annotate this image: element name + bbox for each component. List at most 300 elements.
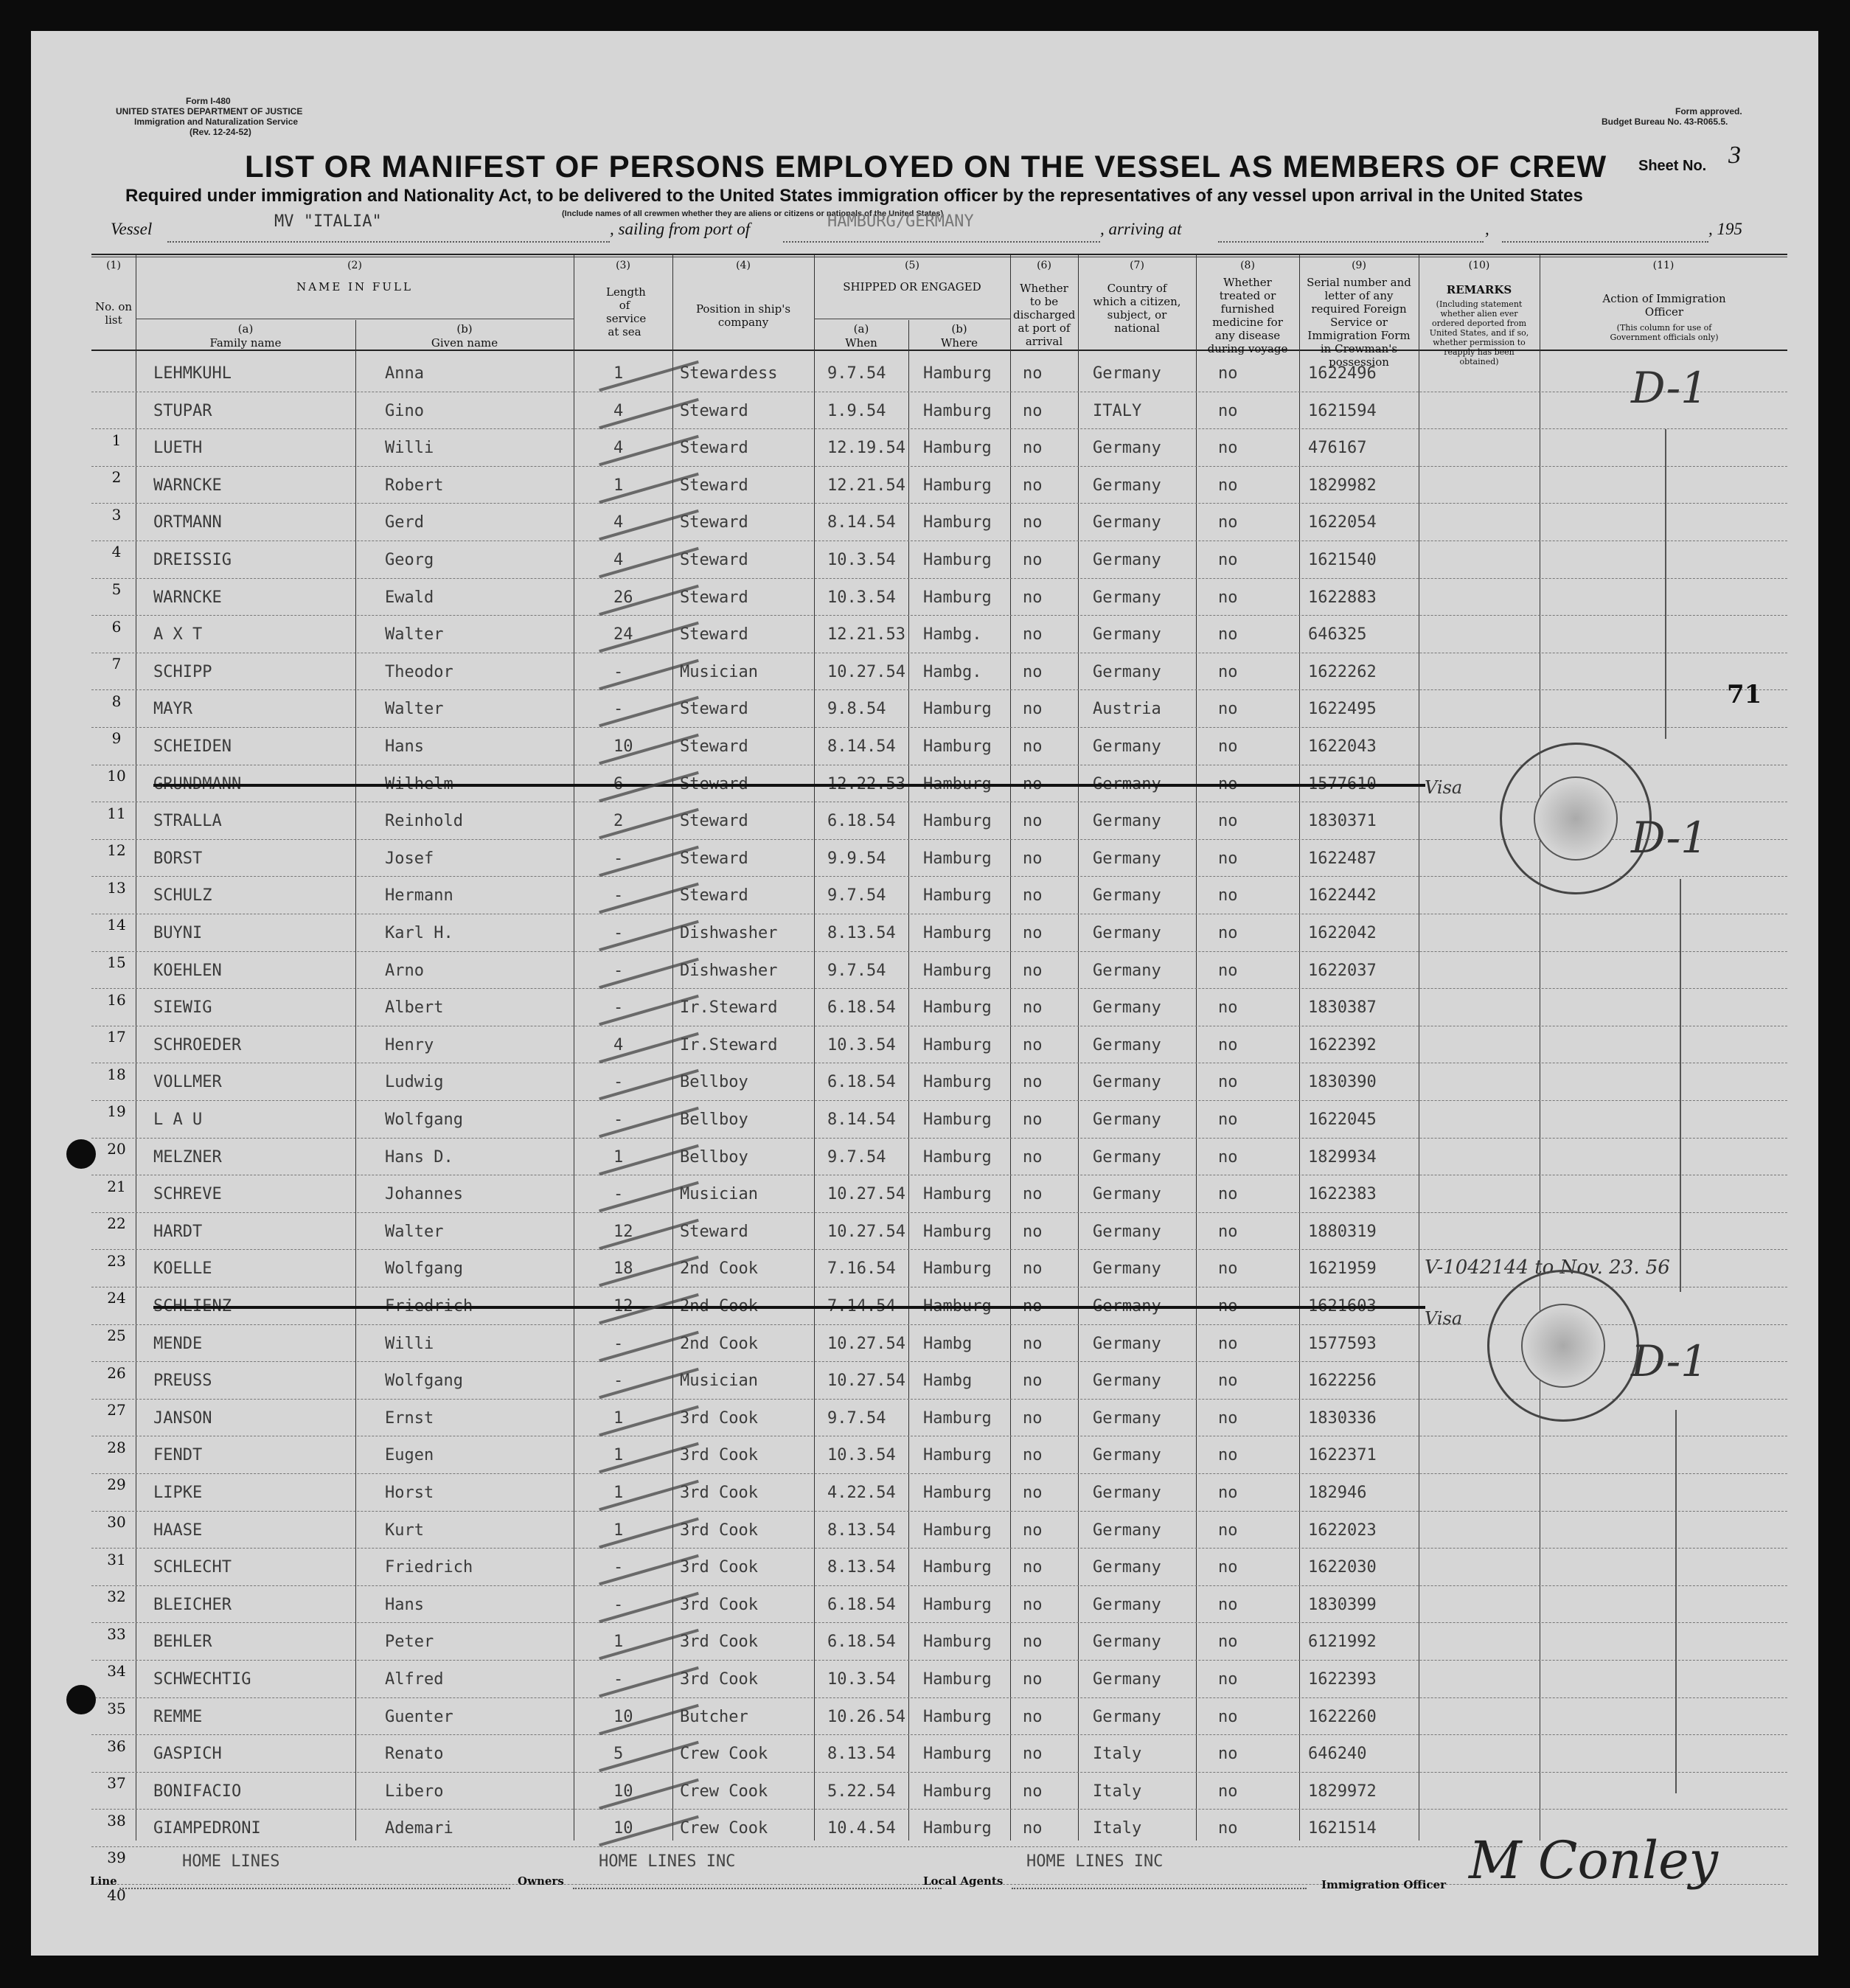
family-cell: LEHMKUHL (153, 364, 232, 383)
family-cell: REMME (153, 1707, 203, 1726)
binder-hole (66, 1685, 96, 1714)
treated-cell: no (1218, 551, 1238, 569)
where-cell: Hamburg (923, 1782, 992, 1801)
given-name-header: Given name (431, 336, 498, 350)
position-cell: Crew Cook (680, 1745, 768, 1764)
row-rule (91, 1585, 1787, 1586)
discharged-cell: no (1023, 1408, 1043, 1428)
position-cell: Bellboy (680, 1073, 748, 1092)
consulate-seal-stamp (1500, 743, 1652, 894)
col-line-6 (1078, 255, 1079, 1841)
col-line-7 (1196, 255, 1197, 1841)
position-cell: Musician (680, 1185, 758, 1204)
position-cell: 3rd Cook (680, 1670, 758, 1689)
family-cell: MENDE (153, 1334, 203, 1353)
given-cell: Ademari (385, 1819, 453, 1838)
discharged-cell: no (1023, 1185, 1043, 1204)
discharged-cell: no (1023, 737, 1043, 756)
treated-cell: no (1218, 1782, 1238, 1801)
length-cell: 10 (613, 1819, 633, 1838)
where-cell: Hambg (923, 1334, 973, 1353)
col3-number: (3) (616, 260, 630, 271)
position-cell: Crew Cook (680, 1819, 768, 1838)
officer-signature: M Conley (1469, 1830, 1719, 1891)
serial-cell: 1829982 (1308, 476, 1377, 495)
discharged-cell: no (1023, 401, 1043, 420)
country-cell: Germany (1093, 625, 1161, 644)
serial-cell: 1880319 (1308, 1222, 1377, 1241)
given-cell: Horst (385, 1484, 434, 1502)
given-cell: Friedrich (385, 1558, 473, 1577)
where-cell: Hamburg (923, 886, 992, 906)
discharged-cell: no (1023, 849, 1043, 868)
serial-cell: 1622042 (1308, 924, 1377, 942)
serial-cell: 1577593 (1308, 1334, 1377, 1353)
country-cell: Germany (1093, 364, 1161, 383)
page-subtitle: Required under immigration and Nationality Act, to be delivered to the United States immigration officer by the representatives of any vessel upon arrival in the United States (125, 186, 1583, 206)
given-cell: Peter (385, 1633, 434, 1652)
row-number: 27 (107, 1401, 126, 1419)
when-cell: 8.13.54 (827, 1520, 896, 1540)
length-cell: 5 (613, 1745, 624, 1764)
local-agents-value: HOME LINES INC (1026, 1852, 1164, 1871)
country-cell: Germany (1093, 1707, 1161, 1726)
serial-cell: 1622037 (1308, 961, 1377, 980)
row-number: 9 (111, 729, 122, 748)
family-cell: A X T (153, 625, 203, 644)
family-cell: WARNCKE (153, 476, 222, 495)
officer-bracket-1 (1665, 429, 1666, 739)
row-number: 10 (107, 767, 126, 785)
position-cell: 2nd Cook (680, 1259, 758, 1279)
discharged-cell: no (1023, 1372, 1043, 1391)
given-cell: Arno (385, 961, 424, 980)
treated-cell: no (1218, 1745, 1238, 1764)
length-header: Length of service at sea (606, 285, 647, 338)
consulate-seal-stamp-2 (1487, 1270, 1639, 1422)
where-cell: Hamburg (923, 401, 992, 420)
year-label: , 195 (1708, 220, 1742, 238)
position-cell: Steward (680, 886, 748, 906)
position-cell: Steward (680, 700, 748, 719)
discharged-cell: no (1023, 1446, 1043, 1465)
when-cell: 12.21.53 (827, 625, 905, 644)
where-cell: Hamburg (923, 1185, 992, 1204)
sailing-port: HAMBURG/GERMANY (827, 212, 974, 231)
country-cell: Germany (1093, 1558, 1161, 1577)
where-cell: Hamburg (923, 1633, 992, 1652)
length-cell: - (613, 1372, 624, 1391)
when-cell: 10.3.54 (827, 588, 896, 607)
length-cell: 4 (613, 551, 624, 569)
row-number: 31 (107, 1550, 126, 1568)
sheet-number: 3 (1728, 142, 1741, 169)
family-cell: MAYR (153, 700, 192, 719)
where-cell: Hamburg (923, 1484, 992, 1502)
family-cell: SCHLECHT (153, 1558, 232, 1577)
family-cell: SCHIPP (153, 662, 212, 681)
row-rule (91, 1473, 1787, 1474)
position-cell: Steward (680, 476, 748, 495)
serial-cell: 476167 (1308, 439, 1367, 458)
sailing-dotline (783, 241, 1100, 243)
country-cell: Germany (1093, 1259, 1161, 1279)
treated-cell: no (1218, 476, 1238, 495)
discharged-cell: no (1023, 924, 1043, 942)
where-cell: Hamburg (923, 700, 992, 719)
country-cell: ITALY (1093, 401, 1142, 420)
when-cell: 10.27.54 (827, 1372, 905, 1391)
country-header: Country of which a citizen, subject, or national (1093, 282, 1181, 335)
length-cell: 18 (613, 1259, 633, 1279)
when-cell: 9.9.54 (827, 849, 886, 868)
family-cell: SCHEIDEN (153, 737, 232, 756)
row-rule (91, 1249, 1787, 1250)
row-rule (91, 1100, 1787, 1101)
position-cell: 3rd Cook (680, 1484, 758, 1502)
when-cell: 10.4.54 (827, 1819, 896, 1838)
serial-cell: 1622256 (1308, 1372, 1377, 1391)
length-cell: 1 (613, 1633, 624, 1652)
row-rule (91, 1548, 1787, 1549)
treated-cell: no (1218, 849, 1238, 868)
length-cell: 2 (613, 812, 624, 831)
when-cell: 8.13.54 (827, 1745, 896, 1764)
length-cell: - (613, 700, 624, 719)
serial-cell: 1622495 (1308, 700, 1377, 719)
country-cell: Germany (1093, 1222, 1161, 1241)
country-cell: Germany (1093, 1185, 1161, 1204)
where-cell: Hamburg (923, 924, 992, 942)
length-cell: 1 (613, 364, 624, 383)
serial-cell: 1622043 (1308, 737, 1377, 756)
row-number: 1 (111, 431, 122, 449)
row-rule (91, 727, 1787, 728)
given-cell: Ernst (385, 1408, 434, 1428)
serial-cell: 1622371 (1308, 1446, 1377, 1465)
row-number: 22 (107, 1214, 126, 1233)
discharged-cell: no (1023, 513, 1043, 532)
col2a-number: (a) (237, 322, 254, 336)
row-number: 11 (107, 804, 126, 822)
date-dotline (1502, 241, 1708, 243)
treated-cell: no (1218, 1073, 1238, 1092)
family-cell: ORTMANN (153, 513, 222, 532)
where-cell: Hamburg (923, 364, 992, 383)
family-cell: JANSON (153, 1408, 212, 1428)
length-cell: 26 (613, 588, 633, 607)
position-cell: Butcher (680, 1707, 748, 1726)
budget-bureau-no: Budget Bureau No. 43-R065.5. (1602, 117, 1728, 127)
family-cell: DREISSIG (153, 551, 232, 569)
when-cell: 10.27.54 (827, 1334, 905, 1353)
given-cell: Ludwig (385, 1073, 444, 1092)
visa-remark-2: Visa (1425, 1308, 1463, 1329)
given-cell: Hans (385, 1595, 424, 1614)
treated-cell: no (1218, 1670, 1238, 1689)
treated-cell: no (1218, 588, 1238, 607)
position-cell: Steward (680, 1222, 748, 1241)
discharged-cell: no (1023, 1147, 1043, 1167)
where-cell: Hamburg (923, 1147, 992, 1167)
where-cell: Hambg. (923, 662, 982, 681)
country-cell: Germany (1093, 924, 1161, 942)
family-cell: KOELLE (153, 1259, 212, 1279)
col8-number: (8) (1240, 260, 1255, 271)
row-number: 5 (111, 580, 122, 598)
family-cell: SCHREVE (153, 1185, 222, 1204)
family-cell: WARNCKE (153, 588, 222, 607)
treated-cell: no (1218, 1111, 1238, 1129)
length-cell: - (613, 662, 624, 681)
length-cell: - (613, 849, 624, 868)
where-cell: Hamburg (923, 1670, 992, 1689)
position-cell: Steward (680, 439, 748, 458)
row-number: 19 (107, 1102, 126, 1121)
when-cell: 7.16.54 (827, 1259, 896, 1279)
length-cell: 12 (613, 1222, 633, 1241)
officer-bracket-2 (1680, 879, 1681, 1292)
position-cell: 3rd Cook (680, 1446, 758, 1465)
local-agents-label: Local Agents (923, 1874, 1004, 1888)
where-cell: Hamburg (923, 1819, 992, 1838)
position-cell: Steward (680, 513, 748, 532)
family-cell: BLEICHER (153, 1595, 232, 1614)
where-cell: Hamburg (923, 1707, 992, 1726)
remark-cell: V-1042144 to Nov. 23. 56 (1425, 1257, 1670, 1279)
length-cell: 1 (613, 1520, 624, 1540)
col5b-number: (b) (951, 322, 967, 336)
row-number: 28 (107, 1438, 126, 1456)
serial-cell: 1622883 (1308, 588, 1377, 607)
discharged-cell: no (1023, 1073, 1043, 1092)
row-rule (91, 988, 1787, 989)
serial-cell: 1622442 (1308, 886, 1377, 906)
country-cell: Germany (1093, 1446, 1161, 1465)
given-cell: Hans D. (385, 1147, 453, 1167)
treated-cell: no (1218, 1595, 1238, 1614)
position-cell: Steward (680, 401, 748, 420)
country-cell: Germany (1093, 1073, 1161, 1092)
where-cell: Hamburg (923, 1222, 992, 1241)
row-number: 3 (111, 505, 122, 524)
position-cell: Crew Cook (680, 1782, 768, 1801)
col11-number: (11) (1652, 260, 1675, 271)
shipped-header: SHIPPED OR ENGAGED (843, 280, 981, 293)
where-cell: Hamburg (923, 1111, 992, 1129)
when-cell: 6.18.54 (827, 998, 896, 1018)
length-cell: - (613, 1073, 624, 1092)
where-cell: Hamburg (923, 998, 992, 1018)
officer-action-header: Action of Immigration Officer (1602, 292, 1726, 319)
serial-cell: 1830399 (1308, 1595, 1377, 1614)
treated-cell: no (1218, 513, 1238, 532)
row-number: 2 (111, 468, 122, 487)
revision-date: (Rev. 12-24-52) (189, 127, 251, 137)
country-cell: Germany (1093, 886, 1161, 906)
row-rule (91, 1734, 1787, 1735)
row-rule (91, 1772, 1787, 1773)
remarks-header: REMARKS (1446, 283, 1512, 296)
family-cell: VOLLMER (153, 1073, 222, 1092)
when-cell: 10.27.54 (827, 1222, 905, 1241)
when-cell: 6.18.54 (827, 1633, 896, 1652)
serial-cell: 646240 (1308, 1745, 1367, 1764)
family-cell: SCHULZ (153, 886, 212, 906)
row-number: 35 (107, 1700, 126, 1717)
position-cell: Steward (680, 551, 748, 569)
row-rule (91, 466, 1787, 467)
length-cell: 10 (613, 1707, 633, 1726)
owners-dotline (573, 1888, 942, 1889)
position-cell: Steward (680, 625, 748, 644)
serial-cell: 1830390 (1308, 1073, 1377, 1092)
treated-cell: no (1218, 1558, 1238, 1577)
row-number: 15 (107, 953, 126, 971)
discharged-cell: no (1023, 1819, 1043, 1838)
family-cell: BUYNI (153, 924, 203, 942)
col-line-3 (672, 255, 673, 1841)
row-number: 20 (107, 1140, 126, 1158)
row-number: 36 (107, 1737, 126, 1755)
officer-mark-2: D-1 (1631, 813, 1708, 863)
when-cell: 9.7.54 (827, 1408, 886, 1428)
length-cell: - (613, 924, 624, 942)
treated-cell: no (1218, 737, 1238, 756)
length-cell: 1 (613, 1446, 624, 1465)
given-cell: Wolfgang (385, 1259, 463, 1279)
where-cell: Hamburg (923, 476, 992, 495)
country-cell: Italy (1093, 1745, 1142, 1764)
when-cell: 1.9.54 (827, 401, 886, 420)
given-cell: Gerd (385, 513, 424, 532)
treated-cell: no (1218, 924, 1238, 942)
when-cell: 9.7.54 (827, 961, 886, 980)
country-cell: Germany (1093, 737, 1161, 756)
country-cell: Germany (1093, 1147, 1161, 1167)
given-cell: Karl H. (385, 924, 453, 942)
row-number: 21 (107, 1177, 126, 1195)
family-cell: SIEWIG (153, 998, 212, 1018)
family-cell: GIAMPEDRONI (153, 1819, 261, 1838)
where-cell: Hamburg (923, 1520, 992, 1540)
discharged-cell: no (1023, 1484, 1043, 1502)
given-cell: Hans (385, 737, 424, 756)
when-cell: 6.18.54 (827, 812, 896, 831)
discharged-cell: no (1023, 1334, 1043, 1353)
when-cell: 5.22.54 (827, 1782, 896, 1801)
where-cell: Hamburg (923, 1745, 992, 1764)
length-cell: - (613, 1595, 624, 1614)
treated-cell: no (1218, 1035, 1238, 1054)
given-cell: Kurt (385, 1520, 424, 1540)
given-cell: Henry (385, 1035, 434, 1054)
treated-cell: no (1218, 1372, 1238, 1391)
serial-cell: 182946 (1308, 1484, 1367, 1502)
row-rule (91, 1809, 1787, 1810)
family-cell: GASPICH (153, 1745, 222, 1764)
arriving-dotline (1218, 241, 1484, 243)
country-cell: Germany (1093, 1372, 1161, 1391)
treated-cell: no (1218, 439, 1238, 458)
where-cell: Hamburg (923, 1259, 992, 1279)
length-cell: 4 (613, 1035, 624, 1054)
given-cell: Eugen (385, 1446, 434, 1465)
where-cell: Hamburg (923, 439, 992, 458)
length-cell: - (613, 1334, 624, 1353)
country-cell: Germany (1093, 1670, 1161, 1689)
country-cell: Germany (1093, 1633, 1161, 1652)
department-name: UNITED STATES DEPARTMENT OF JUSTICE (116, 106, 303, 117)
when-cell: 12.21.54 (827, 476, 905, 495)
row-rule (91, 951, 1787, 952)
length-cell: 1 (613, 476, 624, 495)
when-cell: 8.14.54 (827, 513, 896, 532)
given-cell: Alfred (385, 1670, 444, 1689)
discharged-cell: no (1023, 700, 1043, 719)
discharged-header: Whether to be discharged at port of arrival (1013, 282, 1076, 348)
given-cell: Josef (385, 849, 434, 868)
family-cell: MELZNER (153, 1147, 222, 1167)
row-rule (91, 1622, 1787, 1623)
line-dotline (119, 1888, 510, 1889)
country-cell: Germany (1093, 812, 1161, 831)
discharged-cell: no (1023, 1670, 1043, 1689)
when-cell: 8.14.54 (827, 1111, 896, 1129)
length-cell: - (613, 961, 624, 980)
discharged-cell: no (1023, 1633, 1043, 1652)
country-cell: Germany (1093, 1334, 1161, 1353)
where-cell: Hamburg (923, 588, 992, 607)
arriving-at-label: , arriving at (1100, 220, 1182, 238)
where-cell: Hambg. (923, 625, 982, 644)
row-number: 24 (107, 1289, 126, 1307)
discharged-cell: no (1023, 1707, 1043, 1726)
given-cell: Willi (385, 1334, 434, 1353)
when-cell: 10.3.54 (827, 1446, 896, 1465)
row-number: 18 (107, 1065, 126, 1083)
treated-cell: no (1218, 1707, 1238, 1726)
position-cell: Steward (680, 588, 748, 607)
country-cell: Germany (1093, 1408, 1161, 1428)
given-cell: Renato (385, 1745, 444, 1764)
serial-cell: 1621540 (1308, 551, 1377, 569)
table-top-rule (91, 254, 1787, 255)
binder-hole (66, 1139, 96, 1169)
row-number: 12 (107, 841, 126, 860)
serial-cell: 1622496 (1308, 364, 1377, 383)
row-number: 13 (107, 878, 126, 897)
treated-cell: no (1218, 998, 1238, 1018)
country-cell: Germany (1093, 1111, 1161, 1129)
position-cell: 3rd Cook (680, 1595, 758, 1614)
country-cell: Germany (1093, 1484, 1161, 1502)
country-cell: Germany (1093, 1520, 1161, 1540)
length-cell: 24 (613, 625, 633, 644)
row-number: 29 (107, 1476, 126, 1494)
length-cell: 10 (613, 737, 633, 756)
serial-cell: 1622260 (1308, 1707, 1377, 1726)
strike-through-line (153, 784, 1425, 787)
officer-action-note: (This column for use of Government officials only) (1610, 323, 1719, 342)
given-cell: Ewald (385, 588, 434, 607)
col-line-5 (1010, 255, 1011, 1841)
given-cell: Hermann (385, 886, 453, 906)
treated-cell: no (1218, 1334, 1238, 1353)
given-cell: Johannes (385, 1185, 463, 1204)
serial-cell: 1621594 (1308, 401, 1377, 420)
given-cell: Reinhold (385, 812, 463, 831)
